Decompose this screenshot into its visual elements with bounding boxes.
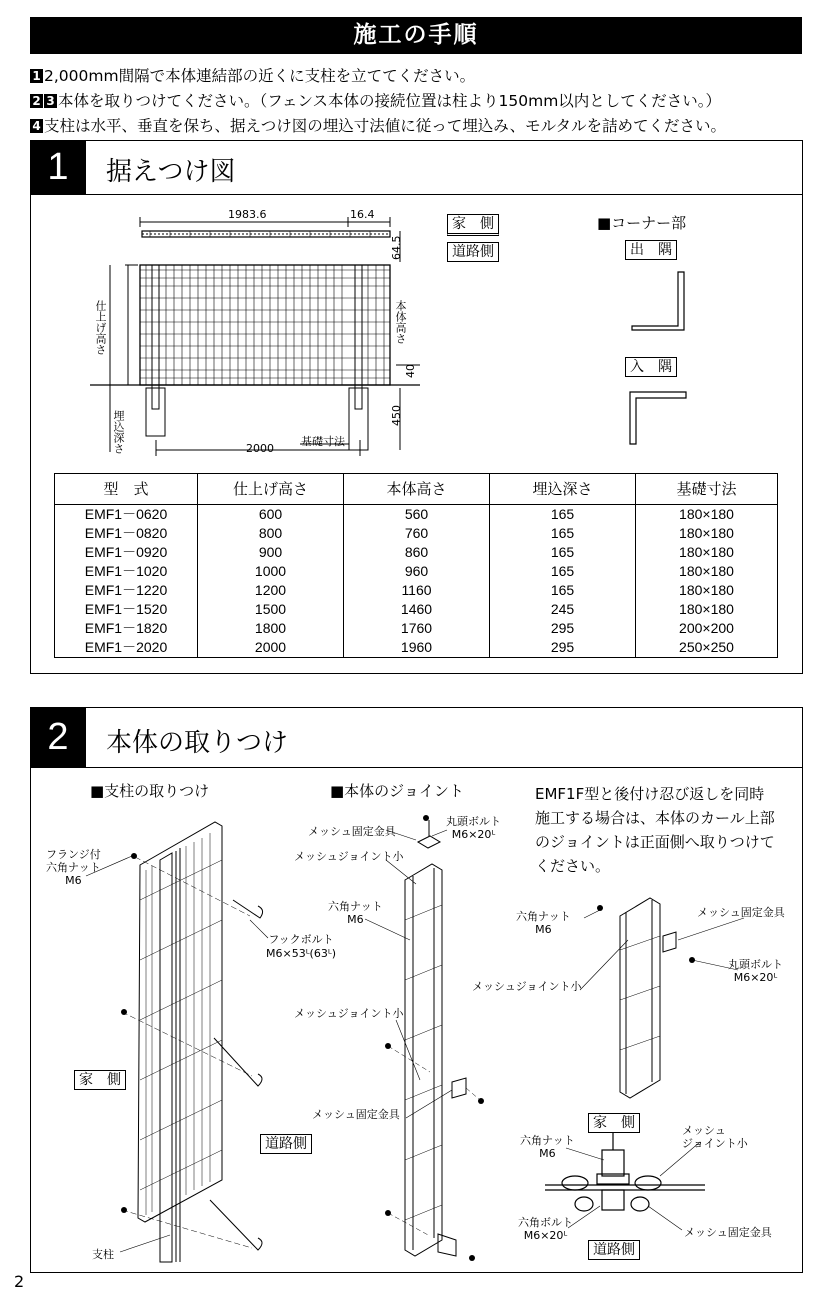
section-1-number: 1 <box>30 140 86 194</box>
table-row: EMF1－0920 900 860 165 180×180 <box>55 543 778 562</box>
label-foundation: 基礎寸法 <box>301 435 345 448</box>
hook-bolt-label: フックボルト M6×53ᴸ(63ᴸ) <box>266 933 336 960</box>
dim-2000: 2000 <box>246 442 274 455</box>
label-embed-depth: 埋込深さ <box>112 410 125 454</box>
th-foundation: 基礎寸法 <box>636 474 778 505</box>
table-row: EMF1－1220 1200 1160 165 180×180 <box>55 581 778 600</box>
right-mesh-fixing-label: メッシュ固定金具 <box>697 906 785 919</box>
dim-450: 450 <box>390 405 403 426</box>
page-number: 2 <box>14 1272 25 1291</box>
label-house-side: 家 側 <box>447 214 499 236</box>
joint-title: ■本体のジョイント <box>330 782 464 800</box>
detail-hex-bolt-label: 六角ボルト M6×20ᴸ <box>518 1216 573 1242</box>
step-1: 1 2,000mm間隔で本体連結部の近くに支柱を立ててください。 <box>30 66 475 86</box>
house-side-left: 家 側 <box>74 1070 126 1090</box>
detail-mesh-fixing-label: メッシュ固定金具 <box>684 1226 772 1239</box>
right-hex-nut-label: 六角ナット M6 <box>516 910 571 936</box>
th-body-height: 本体高さ <box>344 474 490 505</box>
detail-road-side: 道路側 <box>588 1240 640 1260</box>
table-row: EMF1－1820 1800 1760 295 200×200 <box>55 619 778 638</box>
detail-house-side: 家 側 <box>588 1113 640 1133</box>
step-4: 4 支柱は水平、垂直を保ち、据えつけ図の埋込寸法値に従って埋込み、モルタルを詰めてください。 <box>30 116 726 136</box>
table-row: EMF1－1020 1000 960 165 180×180 <box>55 562 778 581</box>
label-body-height: 本体高さ <box>394 300 407 344</box>
table-row: EMF1－2020 2000 1960 295 250×250 <box>55 638 778 658</box>
th-finish-height: 仕上げ高さ <box>198 474 344 505</box>
section-2-number: 2 <box>30 707 86 767</box>
table-row: EMF1－0620 600 560 165 180×180 <box>55 505 778 525</box>
right-mesh-joint-label: メッシュジョイント小 <box>472 980 582 993</box>
mesh-joint-label-2: メッシュジョイント小 <box>294 1007 404 1020</box>
post-label: 支柱 <box>92 1248 114 1261</box>
dim-1983: 1983.6 <box>228 208 267 221</box>
step-2-3: 2 3 本体を取りつけてください。（フェンス本体の接続位置は柱より150mm以内としてください。） <box>30 91 721 111</box>
flange-nut-label: フランジ付 六角ナット M6 <box>46 848 101 887</box>
label-finish-height: 仕上げ高さ <box>94 300 107 355</box>
right-round-bolt-label: 丸頭ボルト M6×20ᴸ <box>728 958 783 984</box>
mesh-fixing-label-2: メッシュ固定金具 <box>312 1108 400 1121</box>
mesh-joint-label: メッシュジョイント小 <box>294 850 404 863</box>
dim-64: 64.5 <box>390 235 403 260</box>
mesh-fixing-label: メッシュ固定金具 <box>308 825 396 838</box>
page-title: 施工の手順 <box>30 17 802 54</box>
section-1-title: 据えつけ図 <box>106 157 236 187</box>
th-model: 型 式 <box>55 474 198 505</box>
corner-title: ■コーナー部 <box>597 214 687 232</box>
road-side-left: 道路側 <box>260 1134 312 1154</box>
table-row: EMF1－1520 1500 1460 245 180×180 <box>55 600 778 619</box>
dim-40: 40 <box>404 364 417 378</box>
label-road-side: 道路側 <box>447 242 499 262</box>
table-row: EMF1－0820 800 760 165 180×180 <box>55 524 778 543</box>
th-embed-depth: 埋込深さ <box>490 474 636 505</box>
inside-corner-label: 入 隅 <box>625 357 677 377</box>
hex-nut-label: 六角ナット M6 <box>328 900 383 926</box>
detail-mesh-joint-label: メッシュ ジョイント小 <box>682 1124 748 1150</box>
emf1f-note: EMF1F型と後付け忍び返しを同時 施工する場合は、本体のカール上部 のジョイントは正面側へ取りつけて ください。 <box>535 785 775 875</box>
post-install-title: ■支柱の取りつけ <box>90 782 210 800</box>
outside-corner-label: 出 隅 <box>625 240 677 260</box>
section-2-title: 本体の取りつけ <box>106 728 289 758</box>
dim-16: 16.4 <box>350 208 375 221</box>
detail-hex-nut-label: 六角ナット M6 <box>520 1134 575 1160</box>
round-bolt-label: 丸頭ボルト M6×20ᴸ <box>446 815 501 841</box>
